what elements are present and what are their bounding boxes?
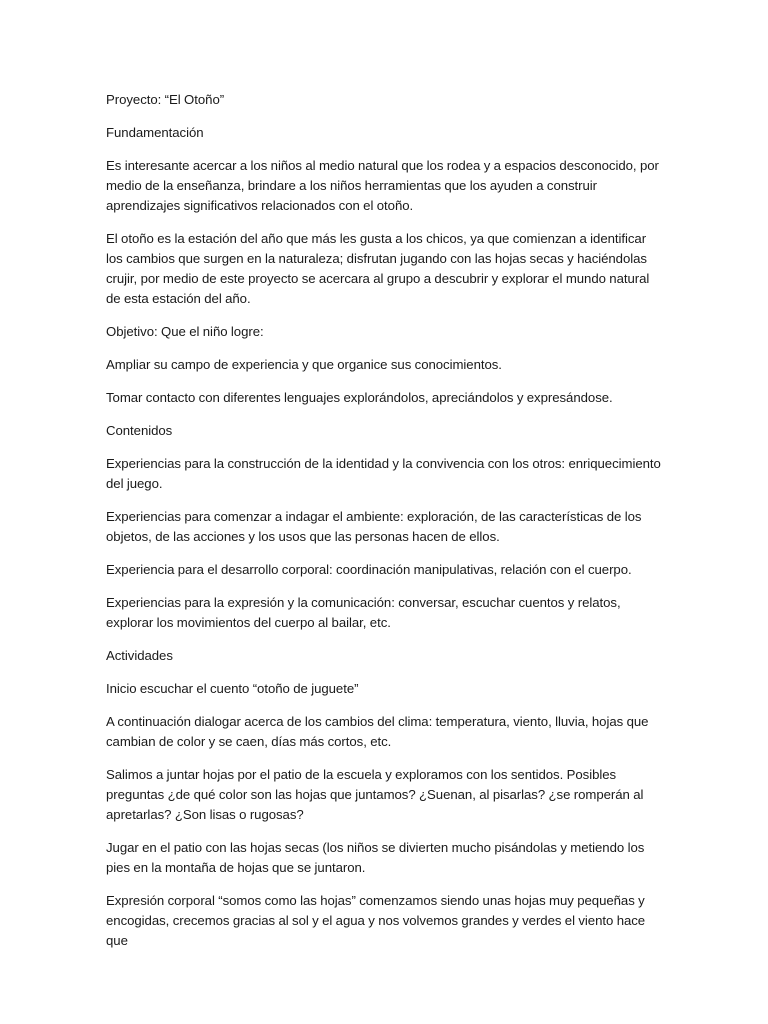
section-heading-fundamentacion: Fundamentación xyxy=(106,125,204,140)
paragraph: Jugar en el patio con las hojas secas (los niños se divierten mucho pisándolas y metiendo los pies en la montaña de hojas que se juntaron. xyxy=(106,840,645,875)
paragraph: Es interesante acercar a los niños al medio natural que los rodea y a espacios desconocido, por medio de la enseñanza, brindare a los niños herramientas que los ayuden a construir aprendizajes significativos relacionados con el otoño. xyxy=(106,158,659,213)
paragraph: Tomar contacto con diferentes lenguajes explorándolos, apreciándolos y expresándose. xyxy=(106,390,613,405)
paragraph: Ampliar su campo de experiencia y que organice sus conocimientos. xyxy=(106,357,502,372)
paragraph: Expresión corporal “somos como las hojas” comenzamos siendo unas hojas muy pequeñas y encogidas, crecemos gracias al sol y el agua y nos volvemos grandes y verdes el viento hace que xyxy=(106,893,646,948)
section-heading-objetivo: Objetivo: Que el niño logre: xyxy=(106,324,264,339)
paragraph: Experiencias para la expresión y la comunicación: conversar, escuchar cuentos y relatos, explorar los movimientos del cuerpo al bailar, etc. xyxy=(106,595,621,630)
section-heading-contenidos: Contenidos xyxy=(106,423,173,438)
paragraph: Salimos a juntar hojas por el patio de la escuela y exploramos con los sentidos. Posibles preguntas ¿de qué color son las hojas que juntamos? ¿Suenan, al pisarlas? ¿se romperán al apretarlas? ¿Son lisas o rugosas? xyxy=(106,767,644,822)
paragraph: A continuación dialogar acerca de los cambios del clima: temperatura, viento, lluvia, hojas que cambian de color y se caen, días más cortos, etc. xyxy=(106,714,649,749)
section-heading-actividades: Actividades xyxy=(106,648,173,663)
paragraph: Experiencias para la construcción de la identidad y la convivencia con los otros: enriquecimiento del juego. xyxy=(106,456,661,491)
document-page xyxy=(106,90,666,964)
paragraph: Experiencia para el desarrollo corporal: coordinación manipulativas, relación con el cuerpo. xyxy=(106,562,632,577)
paragraph: Experiencias para comenzar a indagar el ambiente: exploración, de las características de los objetos, de las acciones y los usos que las personas hacen de ellos. xyxy=(106,509,642,544)
document-title: Proyecto: “El Otoño” xyxy=(106,92,225,107)
paragraph: Inicio escuchar el cuento “otoño de juguete” xyxy=(106,681,359,696)
paragraph: El otoño es la estación del año que más les gusta a los chicos, ya que comienzan a identificar los cambios que surgen en la naturaleza; disfrutan jugando con las hojas secas y haciéndolas crujir, por medio de este proyecto se acercara al grupo a descubrir y explorar el mundo natural de esta estación del año. xyxy=(106,231,650,306)
